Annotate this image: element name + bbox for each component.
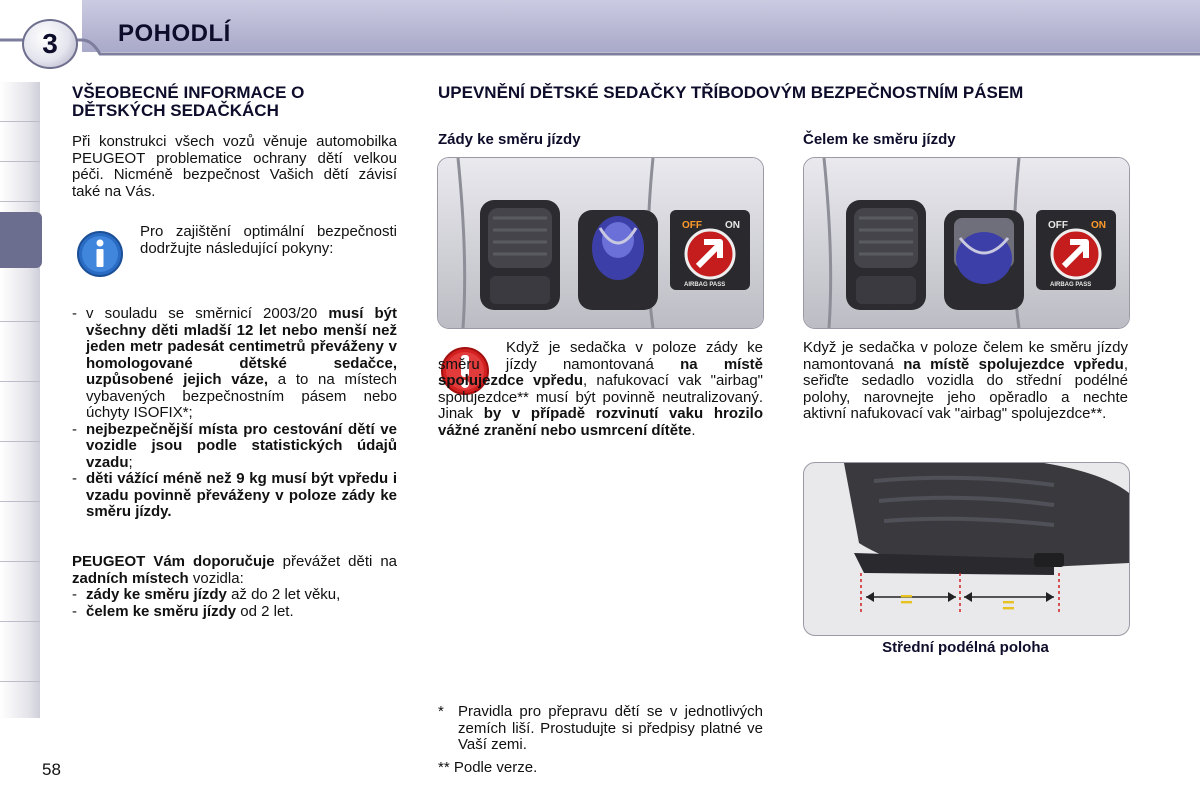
equal-mark: = xyxy=(900,587,913,612)
image-caption: Střední podélná poloha xyxy=(882,639,1049,656)
rec-text: až do 2 let věku, xyxy=(226,586,341,603)
car-interior-illustration xyxy=(438,158,763,328)
rec-text: od 2 let. xyxy=(236,602,294,620)
paragraph-bold: na místě spolujezdce vpředu xyxy=(903,355,1124,373)
active-chapter-tab[interactable] xyxy=(0,212,42,268)
chapter-tab[interactable] xyxy=(0,122,40,162)
paragraph-text: , seřiďte sedadlo vozidla do střední podélné polohy, narovnejte jeho opěradlo a nechte aktivní nafukovací vak "airbag" spolujezdce**. xyxy=(803,355,1128,422)
section-heading: VŠEOBECNÉ INFORMACE O DĚTSKÝCH SEDAČKÁCH xyxy=(72,83,305,120)
intro-paragraph: Při konstrukci všech vozů věnuje automobilka PEUGEOT problematice ochrany dětí velkou péči. Nicméně bezpečnost Vašich dětí závisí také na Vás. xyxy=(72,133,397,200)
recommendation-paragraph xyxy=(72,554,397,587)
car-seat-icon xyxy=(480,200,560,310)
warning-bold: by v případě rozvinutí vaku hrozilo vážné zranění nebo usmrcení dítěte xyxy=(438,405,763,439)
footnote-mark: ** xyxy=(438,758,450,776)
info-icon xyxy=(76,230,124,283)
seat-position-illustration xyxy=(803,462,1130,636)
rec-bold: zadních místech xyxy=(72,569,189,587)
warning-bold: na místě spolujezdce vpředu xyxy=(438,355,764,389)
middle-heading-wrap xyxy=(438,84,1138,102)
footnote-mark: * xyxy=(438,703,444,720)
panel-off-label: OFF xyxy=(682,220,702,231)
chapter-tab[interactable] xyxy=(0,162,40,202)
panel-on-label: ON xyxy=(1091,220,1106,231)
warning-paragraph xyxy=(438,340,763,439)
car-interior-illustration xyxy=(804,158,1129,328)
panel-caption: AIRBAG PASS xyxy=(684,282,726,288)
seat-rail-illustration xyxy=(804,463,1129,635)
list-item xyxy=(72,471,397,521)
rec-text: převážet děti na xyxy=(274,553,397,570)
chapter-tab[interactable] xyxy=(0,282,40,322)
footnotes xyxy=(438,704,763,776)
forward-facing-paragraph xyxy=(803,340,1128,423)
footnote xyxy=(438,704,763,754)
panel-off-label: OFF xyxy=(1048,220,1068,231)
list-item xyxy=(72,422,397,472)
panel-on-label: ON xyxy=(725,220,740,231)
bullet-text: v souladu se směrnicí 2003/20 xyxy=(86,305,329,322)
chapter-tab[interactable] xyxy=(0,82,40,122)
section-heading: UPEVNĚNÍ DĚTSKÉ SEDAČKY TŘÍBODOVÝM BEZPEČNOSTNÍM PÁSEM xyxy=(438,83,1024,102)
footnote xyxy=(438,760,763,777)
equal-mark: = xyxy=(1002,593,1015,618)
info-note: Pro zajištění optimální bezpečnosti dodržujte následující pokyny: xyxy=(140,223,397,257)
forward-facing-seat-illustration xyxy=(803,157,1130,329)
airbag-switch-panel xyxy=(670,210,750,290)
chapter-tab[interactable] xyxy=(0,582,40,622)
chapter-number-badge: 3 xyxy=(22,19,78,69)
bullet-text: a to na místech vybavených bezpečnostním pásem nebo úchyty ISOFIX*; xyxy=(86,371,397,421)
chapter-tab[interactable] xyxy=(0,522,40,562)
left-heading-wrap xyxy=(72,84,372,120)
list-item xyxy=(72,604,397,621)
rec-bold: PEUGEOT Vám doporučuje xyxy=(72,553,275,570)
rear-facing-seat-illustration xyxy=(437,157,764,329)
airbag-switch-panel xyxy=(1036,210,1116,290)
footnote-text: Podle verze. xyxy=(453,758,538,776)
warning-text: Když je sedačka v poloze zády ke směru jízdy namontovaná xyxy=(438,339,763,373)
page-number: 58 xyxy=(42,760,61,779)
warning-text: . xyxy=(691,421,696,439)
list-item xyxy=(72,306,397,422)
rec-text: vozidla: xyxy=(188,569,244,587)
car-seat-icon xyxy=(846,200,926,310)
forward-facing-subheading-wrap xyxy=(803,131,956,148)
bullet-bold-text: nejbezpečnější místa pro cestování dětí ve vozidle jsou podle statistických údajů vzadu xyxy=(86,420,397,471)
rules-list xyxy=(72,306,397,521)
seat-caption-wrap xyxy=(803,639,1128,656)
list-item xyxy=(72,587,397,604)
chapter-tab-strip xyxy=(0,82,40,718)
chapter-title: POHODLÍ xyxy=(118,20,231,47)
chapter-tab[interactable] xyxy=(0,642,40,682)
footnote-text: Pravidla pro přepravu dětí se v jednotlivých zemích liší. Prostudujte si předpisy platné ve Vaší zemi. xyxy=(458,703,763,753)
warning-text: , nafukovací vak "airbag" spolujezdce** musí být povinně neutralizovaný. Jinak xyxy=(438,372,763,422)
child-seat-forward-facing-icon xyxy=(944,210,1024,310)
chapter-tab[interactable] xyxy=(0,402,40,442)
paragraph-text: Když je sedačka v poloze čelem ke směru jízdy namontovaná xyxy=(803,339,1128,373)
rec-bold: čelem ke směru jízdy xyxy=(86,602,237,620)
rear-facing-subheading-wrap xyxy=(438,131,581,148)
panel-caption: AIRBAG PASS xyxy=(1050,282,1092,288)
subheading: Čelem ke směru jízdy xyxy=(803,131,956,148)
chapter-tab[interactable] xyxy=(0,462,40,502)
rec-bold: zády ke směru jízdy xyxy=(86,586,227,603)
bullet-bold-text: musí být všechny děti mladší 12 let nebo menší než jeden metr padesát centimetrů převáženy v homologované dětské sedačce, uzpůsobené jejich váze, xyxy=(86,305,397,388)
recommendation-block xyxy=(72,554,397,620)
bullet-bold-text: děti vážící méně než 9 kg musí být vpředu i vzadu povinně převáženy v poloze zády ke směru jízdy. xyxy=(86,470,397,520)
subheading: Zády ke směru jízdy xyxy=(438,131,581,148)
page-header xyxy=(0,0,1200,62)
chapter-tab[interactable] xyxy=(0,342,40,382)
child-seat-rear-facing-icon xyxy=(578,210,658,310)
bullet-text: ; xyxy=(128,453,133,471)
